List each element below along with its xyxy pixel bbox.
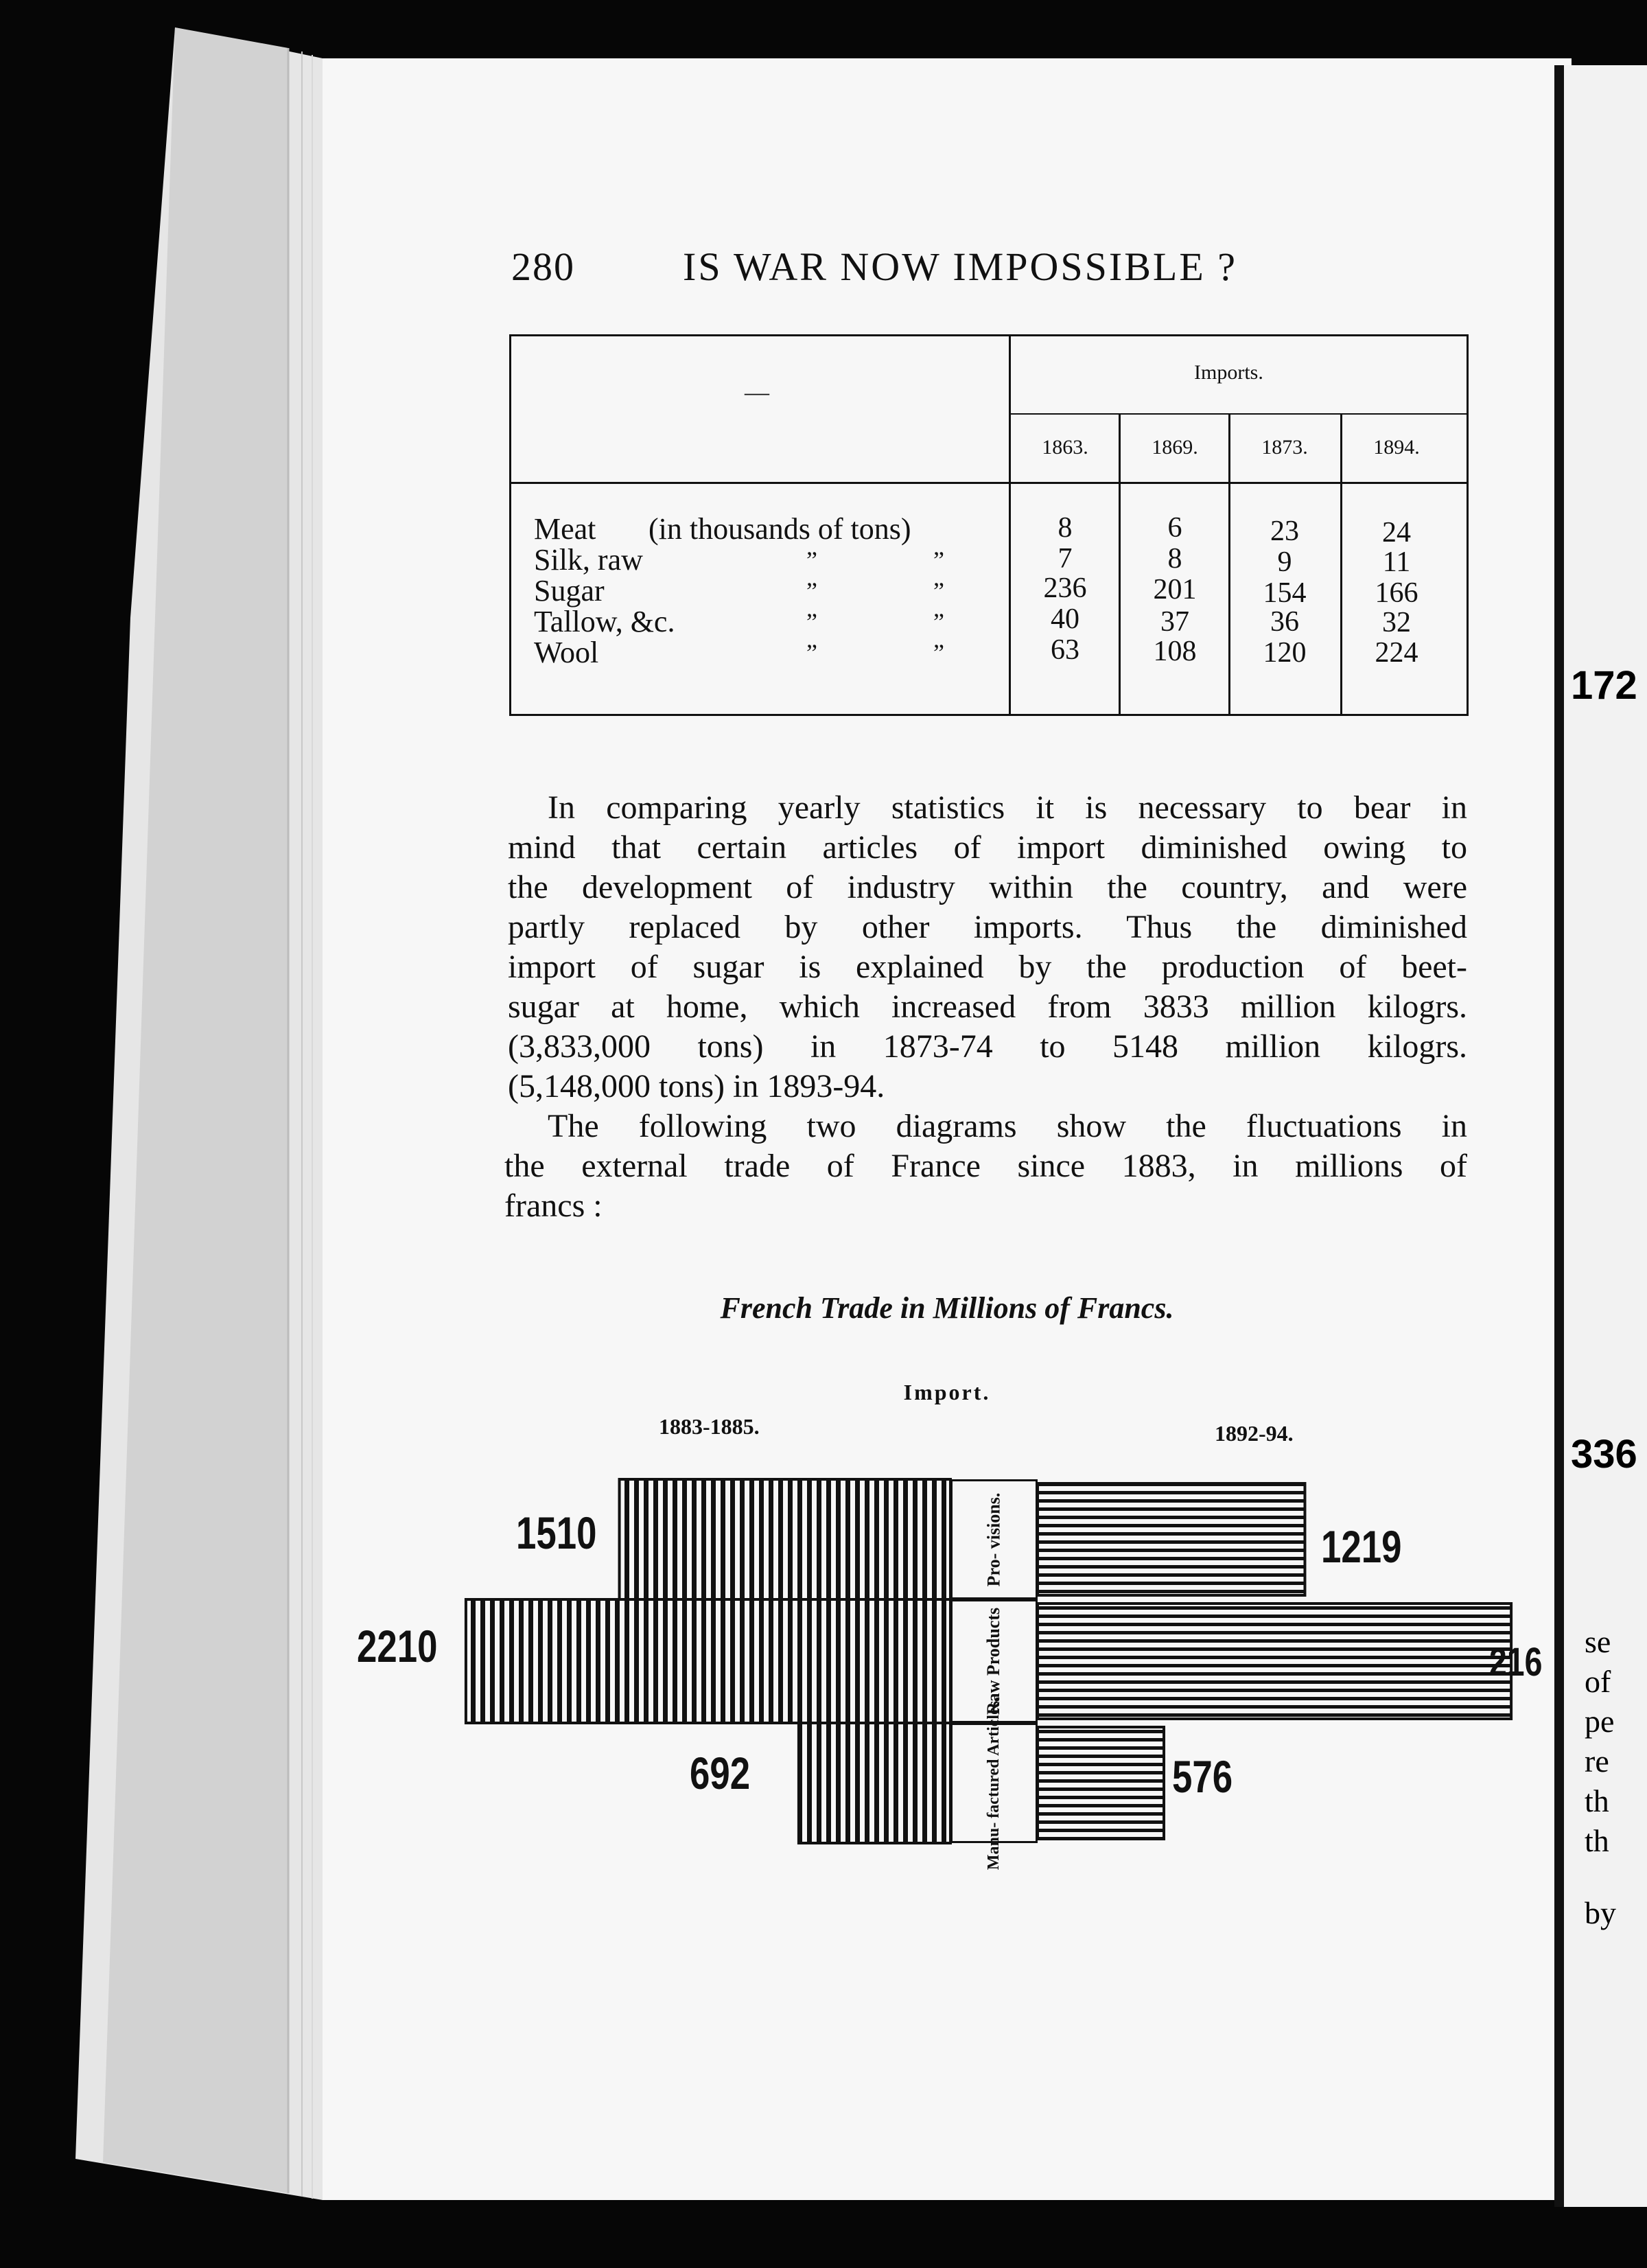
bar-1883-1885-provisions bbox=[620, 1479, 950, 1599]
table-cell: 23 bbox=[1270, 516, 1299, 547]
bar-1892-94-manufactured bbox=[1038, 1727, 1164, 1839]
facing-text-fragment: by bbox=[1585, 1895, 1616, 1930]
facing-page-number-1: 172 bbox=[1571, 663, 1637, 708]
facing-text-fragment: re bbox=[1585, 1744, 1609, 1779]
table-cell: 8 bbox=[1167, 543, 1182, 575]
category-label-manufactured bbox=[950, 1696, 1038, 1870]
table-cell: 201 bbox=[1153, 574, 1197, 605]
ditto-marks: ” ” bbox=[806, 639, 944, 667]
table-cell: 9 bbox=[1277, 546, 1292, 578]
facing-text-fragment: th bbox=[1585, 1823, 1609, 1858]
row-label: Sugar bbox=[534, 574, 605, 608]
value-label-left: 2210 bbox=[357, 1621, 438, 1671]
table-cell: 37 bbox=[1160, 606, 1189, 638]
table-cell: 11 bbox=[1382, 546, 1411, 578]
ditto-marks: ” ” bbox=[806, 608, 944, 636]
row-label: Silk, raw bbox=[534, 543, 643, 577]
value-label-right: 576 bbox=[1172, 1751, 1233, 1802]
value-label-left: 1510 bbox=[516, 1507, 597, 1558]
facing-page-number-2: 336 bbox=[1571, 1432, 1637, 1477]
category-text: Manu- factured Articles. bbox=[985, 1696, 1003, 1870]
table-cell: 120 bbox=[1263, 637, 1307, 669]
table-cell: 32 bbox=[1382, 607, 1411, 638]
body-line: The following two diagrams show the fluctuations in bbox=[548, 1108, 1467, 1144]
table-cell: 6 bbox=[1167, 512, 1182, 544]
table-cell: 7 bbox=[1058, 543, 1073, 575]
facing-text-fragment: se bbox=[1585, 1624, 1611, 1659]
body-line: mind that certain articles of import diminished owing to bbox=[508, 829, 1467, 866]
row-label: Meat bbox=[534, 512, 596, 546]
category-text: Pro- visions. bbox=[983, 1492, 1004, 1586]
bar-1892-94-provisions bbox=[1038, 1483, 1305, 1595]
facing-text-fragment: of bbox=[1585, 1664, 1611, 1699]
body-line: partly replaced by other imports. Thus the diminished bbox=[508, 909, 1467, 945]
table-cell: 63 bbox=[1051, 634, 1079, 666]
bar-1883-1885-manufactured bbox=[799, 1723, 950, 1843]
body-line: In comparing yearly statistics it is necessary to bear in bbox=[548, 789, 1467, 826]
ditto-marks: ” ” bbox=[806, 546, 944, 574]
facing-text-fragment: th bbox=[1585, 1783, 1609, 1818]
value-label-right: 216 bbox=[1489, 1640, 1543, 1685]
table-cell: 236 bbox=[1043, 572, 1087, 604]
category-label-provisions bbox=[950, 1479, 1038, 1599]
body-line: francs : bbox=[504, 1188, 603, 1224]
period-label-right: 1892-94. bbox=[1215, 1421, 1294, 1446]
table-cell: 40 bbox=[1051, 603, 1079, 635]
ditto-marks: ” ” bbox=[806, 577, 944, 605]
table-group-header: Imports. bbox=[1194, 361, 1263, 384]
table-cell: 24 bbox=[1382, 517, 1411, 548]
body-line: (3,833,000 tons) in 1873-74 to 5148 million kilogrs. bbox=[508, 1028, 1467, 1065]
table-cell: 36 bbox=[1270, 606, 1299, 638]
year-header: 1873. bbox=[1261, 436, 1308, 459]
value-label-right: 1219 bbox=[1321, 1521, 1402, 1572]
page-number: 280 bbox=[511, 244, 575, 289]
body-line: import of sugar is explained by the production of beet- bbox=[508, 949, 1467, 985]
table-stub-dash: — bbox=[745, 378, 769, 406]
category-text: Raw Products bbox=[983, 1607, 1004, 1715]
value-label-left: 692 bbox=[690, 1748, 751, 1798]
year-header: 1869. bbox=[1152, 436, 1198, 459]
row-label: Wool bbox=[534, 636, 599, 669]
bar-1883-1885-raw-products bbox=[466, 1599, 950, 1723]
body-line: the development of industry within the country, and were bbox=[508, 869, 1467, 905]
body-line: the external trade of France since 1883, in millions of bbox=[504, 1148, 1467, 1184]
table-cell: 8 bbox=[1058, 512, 1073, 544]
body-line: (5,148,000 tons) in 1893-94. bbox=[508, 1068, 885, 1104]
body-line: sugar at home, which increased from 3833 million kilogrs. bbox=[508, 988, 1467, 1025]
table-cell: 108 bbox=[1153, 636, 1197, 667]
year-header: 1894. bbox=[1373, 436, 1420, 459]
chart-subtitle: Import. bbox=[903, 1380, 991, 1404]
unit-note: (in thousands of tons) bbox=[649, 512, 911, 546]
table-cell: 166 bbox=[1375, 577, 1418, 609]
table-cell: 224 bbox=[1375, 637, 1418, 669]
table-cell: 154 bbox=[1263, 577, 1307, 609]
running-title: IS WAR NOW IMPOSSIBLE ? bbox=[683, 244, 1238, 289]
chart-title: French Trade in Millions of Francs. bbox=[720, 1291, 1174, 1325]
row-label: Tallow, &c. bbox=[534, 605, 675, 638]
period-label-left: 1883-1885. bbox=[659, 1414, 760, 1439]
bars-1892-94 bbox=[1038, 1483, 1511, 1839]
bar-1892-94-raw-products bbox=[1038, 1604, 1511, 1719]
facing-text-fragment: pe bbox=[1585, 1704, 1615, 1739]
year-header: 1863. bbox=[1042, 436, 1088, 459]
